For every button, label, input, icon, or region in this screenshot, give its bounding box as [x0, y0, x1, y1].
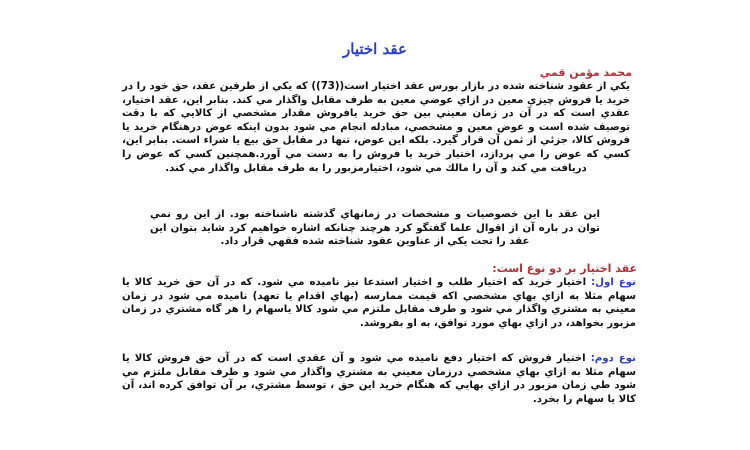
type1-label: نوع اول: — [591, 277, 636, 288]
paragraph-history: اين عقد با اين خصوصيات و مشخصات در زمانهاي گذشته ناشناخته بود. از اين رو نمي توان در باره آن از اقوال علما گفتگو كرد هرچند چنانكه اشاره خواهيم كرد شايد بتوان اين عقد را تحت يكي از عناوين عقود شناخته شده فقهي قرار داد. — [150, 209, 600, 248]
paragraph-type2 — [122, 352, 636, 406]
author-name: محمد مؤمن قمي — [539, 66, 632, 79]
paragraph-type1 — [122, 276, 636, 330]
document-title: عقد اختيار — [343, 40, 407, 58]
type1-text: اختيار خريد كه اختيار طلب و اختيار استدعا نيز ناميده مي شود. كه در آن حق خريد كالا يا سهام مثلا به ازاي بهاي مشخصي اكه قيمت ممارسه (بهاي اقدام يا تعهد) ناميده مي شود در زمان معيني به مشتري واگذار مي شود و طرف مقابل ملتزم مي شود كالا ياسهام را هر گاه مشتري در زمان مزبور بخواهد، در ازاي بهاي مورد توافق، به او بفروشد. — [122, 277, 636, 329]
section-heading: عقد اختيار بر دو نوع است: — [492, 262, 637, 275]
type2-text: اختيار فروش كه اختيار دفع ناميده مي شود و آن عقدي است كه در آن حق فروش كالا يا سهام مثلا به ازاي بهاي مشخصي درزمان معيني به مشتري واگذار مي شود و طرف مقابل ملتزم مي شود طي زمان مزبور در ازاي بهايي كه هنگام خريد اين حق ، توسط مشتري، بر آن توافق كرده اند، آن كالا يا سهام را بخرد. — [122, 353, 636, 405]
type2-label: نوع دوم: — [590, 353, 636, 364]
paragraph-intro: يكي از عقود شناخته شده در بازار بورس عقد اختيار است((73)) كه يكي از طرفين عقد، حق خود را در خريد يا فروش چيزي معين در ازاي عوضي معين به طرف مقابل واگذار مي كند. بنابر اين، عقد اختيار، عقدي است كه در آن در زمان معيني بين حق خريد يافروش مقدار مشخصي از كالايي كه با دقت توصيف شده است و عوض معين و مشخصي، مبادله انجام مي شود بدون اينكه عوض درهنگام خريد يا فروش كالا، جزئي از ثمن آن قرار گيرد. بلكه اين عوض، تنها در مقابل حق بيع يا شراء است. بنابر اين، كسي كه عوض را مي پردازد، اختيار خريد يا فروش را به دست مي آورد.همچنين كسي كه عوض را دريافت مي كند و آن را مالك مي شود، اختيارمزبور را به طرف مقابل واگذار مي كند. — [122, 81, 631, 174]
